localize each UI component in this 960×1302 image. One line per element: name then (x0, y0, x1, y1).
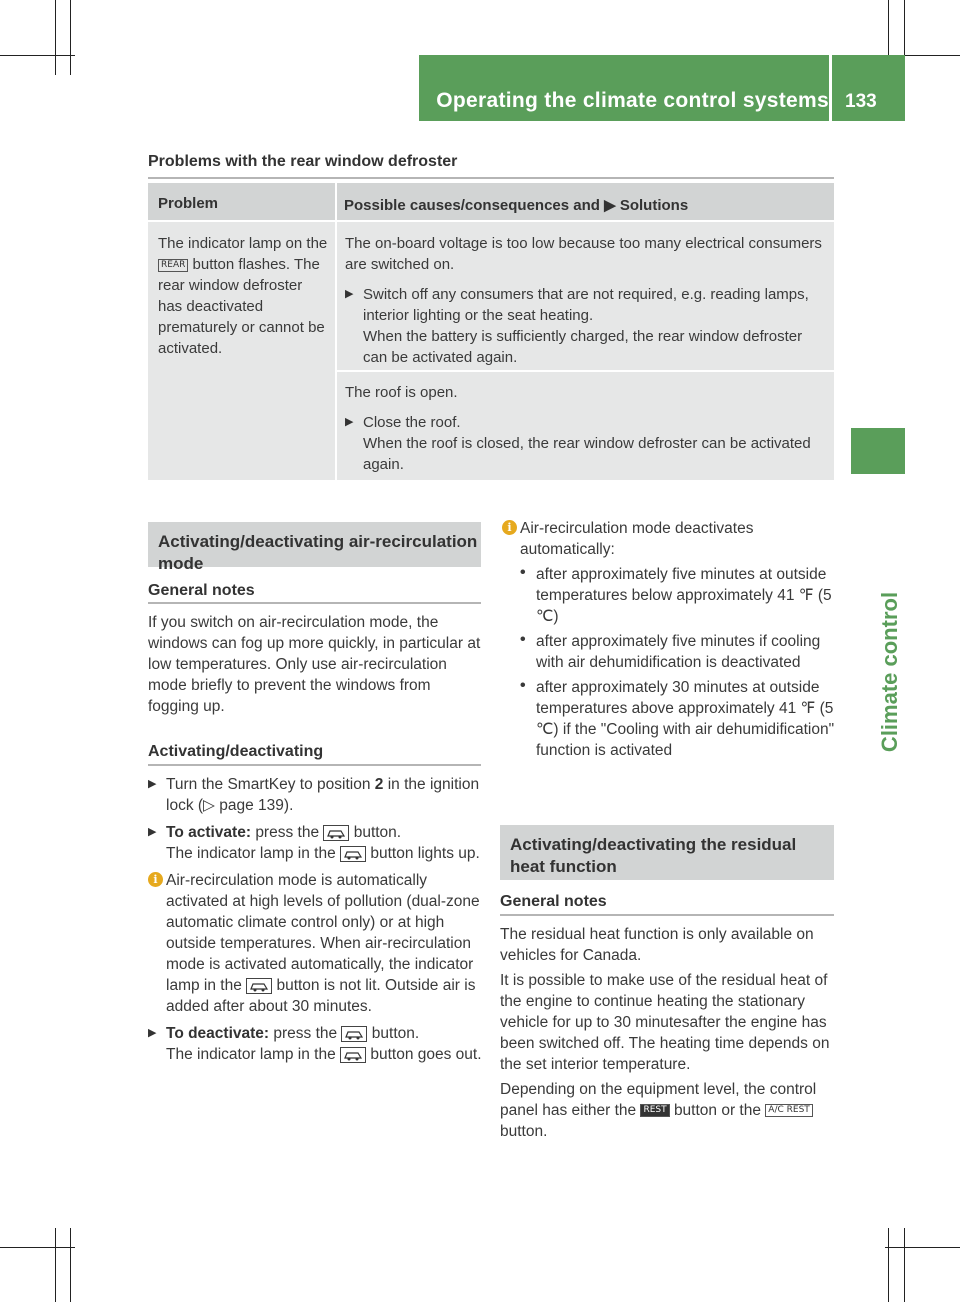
recirculation-icon (340, 846, 366, 862)
recirc-general-text: If you switch on air-recirculation mode, the windows can fog up more quickly, in particular at low temperatures. Only use air-recirculation mode briefly to prevent the windows from fogging up. (148, 614, 481, 715)
problem-text (158, 233, 330, 359)
step-deactivate-text (166, 1023, 484, 1044)
crop-mark (0, 55, 75, 56)
cause-1-step (345, 284, 823, 368)
step-smartkey (148, 774, 484, 816)
list-item (518, 677, 836, 761)
crop-mark (55, 0, 56, 75)
residual-paragraph-2: It is possible to make use of the residual heat of the engine to continue heating the stationary vehicle for up to 30 minutesafter the engine has been switched off. The heating time depends on the set interior temperature. (500, 972, 830, 1073)
recirc-steps (148, 774, 484, 1065)
list-item (518, 631, 836, 673)
problem-text-pre: The indicator lamp on the (158, 235, 328, 252)
recirculation-icon (340, 1047, 366, 1063)
cause-2-note: When the roof is closed, the rear window defroster can be activated again. (363, 435, 811, 473)
residual-p3-post: button. (500, 1123, 548, 1140)
cause-2 (345, 382, 823, 475)
crop-mark (885, 1247, 960, 1248)
bullet: • (520, 631, 526, 648)
list-item (518, 564, 836, 627)
section-tab (851, 428, 905, 474)
info-note-deactivates-text: Air-recirculation mode deactivates automatically: (520, 520, 754, 558)
recirc-section-title: Activating/deactivating air-recirculation mode (148, 522, 481, 567)
heading-rule (148, 177, 834, 179)
activate-note (166, 843, 484, 864)
crop-mark (888, 1228, 889, 1302)
info-note-text (166, 870, 484, 1017)
info-note-auto (148, 870, 484, 1017)
defroster-heading: Problems with the rear window defroster (148, 153, 458, 170)
step-activate-text (166, 822, 484, 843)
residual-general-heading: General notes (500, 893, 607, 910)
bullet: • (520, 564, 526, 581)
crop-mark (0, 1247, 75, 1248)
deactivate-note (166, 1044, 484, 1065)
problem-column-label: Problem (158, 195, 219, 212)
header-divider (829, 55, 832, 121)
crop-mark (70, 1228, 71, 1302)
recirculation-icon (323, 825, 349, 841)
ignition-position: 2 (374, 776, 384, 793)
step-activate (148, 822, 484, 864)
cause-2-step-text: Close the roof. (363, 414, 461, 431)
heading-rule (148, 764, 481, 766)
list-item-text: after approximately five minutes at outside temperatures below approximately 41 ℉ (5 ℃) (536, 566, 832, 625)
activate-label: To activate: (166, 824, 251, 841)
list-item-text: after approximately five minutes if cooling with air dehumidification is deactivated (536, 633, 821, 671)
chapter-label: Climate control (877, 591, 902, 753)
cause-1-note: When the battery is sufficiently charged, the rear window defroster can be activated again. (363, 328, 803, 366)
cause-1-text: The on-board voltage is too low because too many electrical consumers are switched on. (345, 235, 822, 273)
step-smartkey-text (166, 774, 484, 816)
step-arrow-icon: ▶ (345, 416, 354, 428)
activate-note-pre: The indicator lamp in the (166, 845, 336, 862)
solutions-label-pre: Possible causes/consequences and (344, 197, 600, 214)
activate-pre: press the (255, 824, 320, 841)
recirc-body (148, 612, 484, 717)
bullet: • (520, 677, 526, 694)
info-note-deactivates (502, 518, 836, 560)
activate-note-post: button lights up. (370, 845, 480, 862)
crop-mark (70, 0, 71, 75)
info-icon: i (148, 872, 163, 887)
recirc-auto-deactivation (502, 518, 836, 761)
deactivate-label: To deactivate: (166, 1025, 270, 1042)
step-arrow-icon: ▶ (345, 288, 354, 300)
cause-1-step-text: Switch off any consumers that are not required, e.g. reading lamps, interior lighting or the seat heating. (363, 286, 809, 324)
solutions-label-post: Solutions (619, 197, 689, 214)
recirculation-icon (341, 1026, 367, 1042)
step-arrow-icon: ▶ (148, 778, 157, 790)
step-deactivate (148, 1023, 484, 1065)
residual-section-title: Activating/deactivating the residual heat function (500, 825, 834, 880)
heading-rule (148, 602, 481, 604)
page-number: 133 (845, 91, 877, 112)
deactivate-pre: press the (273, 1025, 338, 1042)
cause-2-text: The roof is open. (345, 384, 458, 401)
crop-mark (55, 1228, 56, 1302)
list-item-text: after approximately 30 minutes at outside temperatures above approximately 41 ℉ (5 ℃) if the "Cooling with air dehumidification" function is activated (536, 679, 835, 759)
info-icon: i (502, 520, 517, 535)
recirc-general-heading: General notes (148, 582, 255, 599)
deactivation-list (502, 564, 836, 761)
rear-defroster-icon: REAR (158, 259, 188, 272)
deactivate-note-pre: The indicator lamp in the (166, 1046, 336, 1063)
step-smartkey-post: in the ignition lock (▷ page 139). (166, 776, 480, 814)
solution-arrow-icon: ▶ (604, 197, 616, 214)
page-title: Operating the climate control systems (436, 89, 829, 112)
step-smartkey-pre: Turn the SmartKey to position (166, 776, 371, 793)
solutions-column-label (344, 196, 688, 214)
cause-1 (345, 233, 823, 368)
recirculation-icon (246, 978, 272, 994)
residual-p3-pre: Depending on the equipment level, the control panel has either the (500, 1081, 817, 1119)
deactivate-note-post: button goes out. (370, 1046, 482, 1063)
ac-rest-button-icon: A/C REST (765, 1104, 812, 1117)
rest-button-icon: REST (640, 1104, 669, 1117)
crop-mark (904, 1228, 905, 1302)
cause-2-step (345, 412, 823, 475)
step-arrow-icon: ▶ (148, 826, 157, 838)
deactivate-post: button. (371, 1025, 420, 1042)
heading-rule (500, 914, 834, 916)
residual-p3-mid: button or the (673, 1102, 761, 1119)
info-note-post: button is not lit. Outside air is added after about 30 minutes. (166, 977, 476, 1015)
recirc-activating-heading: Activating/deactivating (148, 743, 324, 760)
problem-text-post: button flashes. The rear window defroster has deactivated prematurely or cannot be activated. (158, 256, 325, 357)
residual-paragraph-1: The residual heat function is only available on vehicles for Canada. (500, 926, 814, 964)
problems-table (148, 183, 834, 480)
activate-post: button. (353, 824, 402, 841)
info-note-pre: Air-recirculation mode is automatically activated at high levels of pollution (dual-zone automatic climate control only) or at high outside temperatures. When air-recirculation mode is activated automatically, the indicator lamp in the (166, 872, 480, 994)
residual-body (500, 924, 836, 1142)
page-header (419, 55, 905, 121)
step-arrow-icon: ▶ (148, 1027, 157, 1039)
residual-paragraph-3 (500, 1079, 836, 1142)
